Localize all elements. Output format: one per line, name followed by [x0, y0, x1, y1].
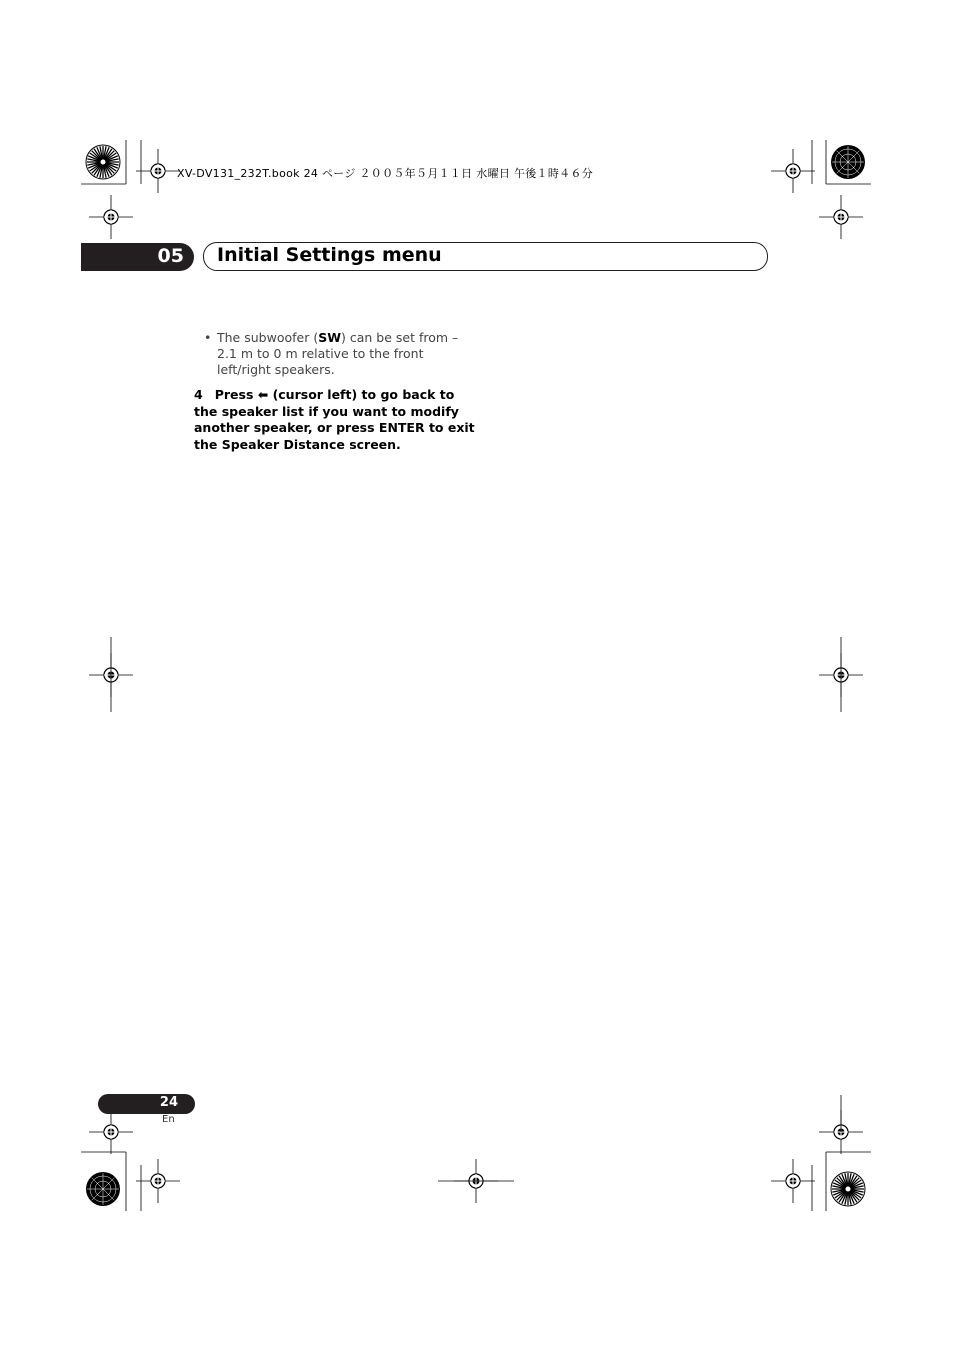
page-number: 24 [159, 1095, 178, 1110]
bullet-text-after: ) can be set from –2.1 m to 0 m relative to the front left/right speakers. [217, 330, 459, 377]
step-number: 4 [194, 387, 203, 402]
step-instruction [194, 387, 476, 453]
bullet-item [204, 330, 472, 378]
step-text: Press ⬅ (cursor left) to go back to the speaker list if you want to modify another speaker, or press ENTER to exit the Speaker Distance screen. [194, 387, 475, 452]
chapter-number-badge [81, 243, 194, 271]
language-label: En [162, 1114, 175, 1125]
chapter-title: Initial Settings menu [217, 244, 442, 266]
chapter-number: 05 [157, 245, 184, 267]
bullet-bold: SW [318, 330, 341, 345]
bullet-text [217, 330, 472, 378]
bullet-text-before: The subwoofer ( [217, 330, 319, 345]
bullet-dot-icon: • [204, 330, 212, 345]
chapter-title-box [203, 242, 768, 271]
print-header: XV-DV131_232T.book 24 ページ ２００５年５月１１日 水曜日 午後１時４６分 [177, 167, 594, 180]
page-number-badge [98, 1094, 195, 1114]
